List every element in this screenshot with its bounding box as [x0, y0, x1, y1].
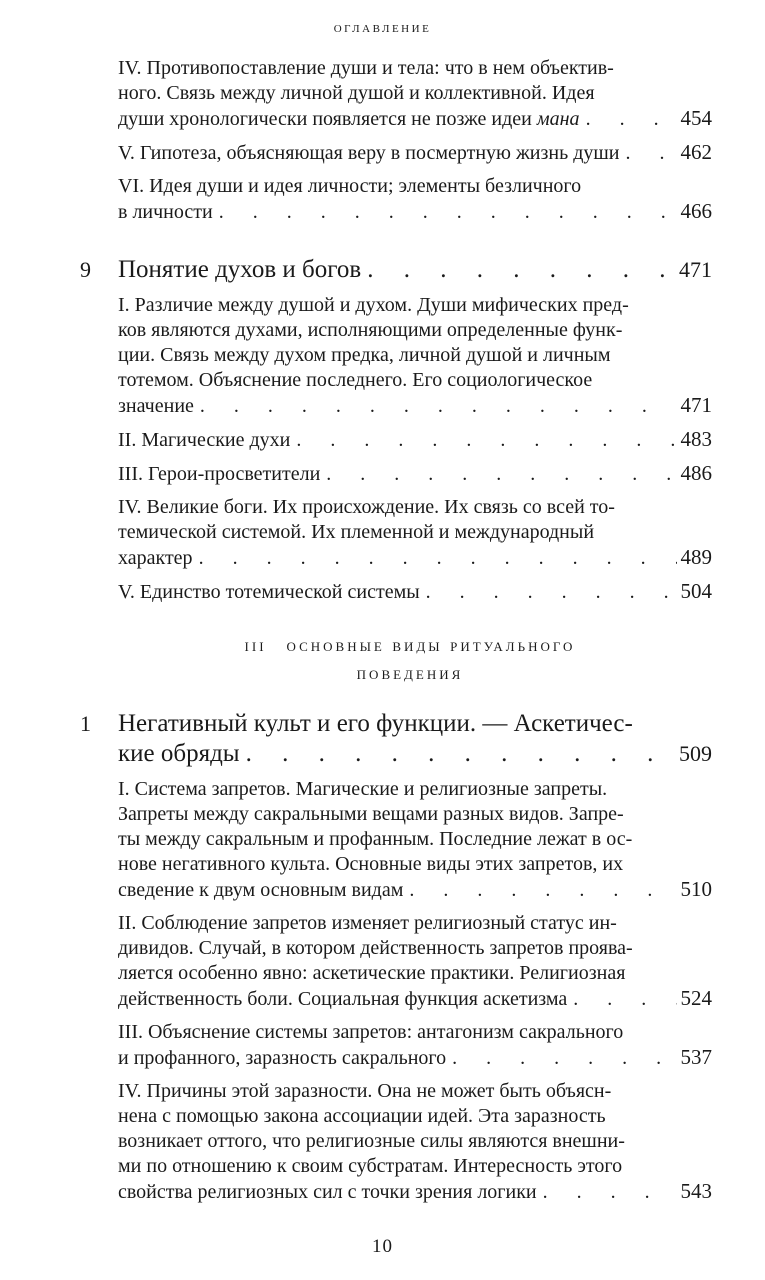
toc-entry	[118, 579, 712, 605]
chapter-number: 1	[80, 711, 91, 736]
entry-line: IV. Противопоставление души и тела: что в нем объектив-	[118, 57, 614, 79]
entry-line: I. Система запретов. Магические и религиозные запреты.	[118, 778, 608, 800]
chapter-title: Понятие духов и богов	[118, 256, 362, 283]
entry-line: III. Герои-просветители	[118, 463, 321, 485]
page-number: 489	[680, 545, 712, 569]
toc-entry	[118, 777, 712, 903]
chapter-title: кие обряды	[118, 740, 240, 767]
entry-line: ты между сакральным и профанным. Последние лежат в ос-	[118, 828, 633, 850]
entry-line: IV. Великие боги. Их происхождение. Их связь со всей то-	[118, 496, 615, 518]
part-number: iii	[244, 635, 267, 655]
page-number: 486	[680, 461, 712, 485]
entry-line: значение	[118, 395, 194, 417]
toc-entry	[118, 1020, 712, 1071]
entry-line: и профанного, заразность сакрального	[118, 1047, 447, 1069]
toc-entry	[118, 56, 712, 132]
toc-entry	[118, 293, 712, 419]
toc-entry	[118, 495, 712, 571]
page-number: 510	[680, 877, 712, 901]
leader-dots	[543, 1180, 677, 1205]
page-number: 504	[680, 579, 712, 603]
entry-line: темической системой. Их племенной и международный	[118, 521, 595, 543]
entry-line: V. Гипотеза, объясняющая веру в посмертную жизнь души	[118, 142, 620, 164]
entry-line: в личности	[118, 201, 213, 223]
entry-line: дивидов. Случай, в котором действенность запретов проява-	[118, 937, 633, 959]
leader-dots	[246, 739, 675, 769]
leader-dots	[586, 107, 677, 132]
page-number: 471	[680, 393, 712, 417]
leader-dots	[219, 200, 677, 225]
page-number: 537	[680, 1045, 712, 1069]
leader-dots	[409, 878, 676, 903]
part-heading	[108, 631, 712, 687]
part-title-line: поведения	[356, 663, 464, 683]
chapter-title: Негативный культ и его функции. — Аскетичес-	[118, 710, 633, 737]
entry-line: ков являются духами, исполняющими определенные функ-	[118, 319, 623, 341]
entry-line: IV. Причины этой заразности. Она не может быть объясн-	[118, 1080, 612, 1102]
toc-entry	[118, 911, 712, 1012]
entry-line: действенность боли. Социальная функция аскетизма	[118, 988, 568, 1010]
running-header: оглавление	[333, 20, 432, 36]
chapter-heading	[80, 709, 712, 769]
italic-term: мана	[536, 108, 580, 130]
chapter-heading	[80, 255, 712, 285]
toc-entry	[118, 427, 712, 453]
entry-line: характер	[118, 547, 193, 569]
entry-line: II. Магические духи	[118, 429, 291, 451]
entry-line: души хронологически появляется не позже идеи мана	[118, 108, 580, 130]
toc-entry	[118, 461, 712, 487]
leader-dots	[200, 394, 677, 419]
part-title-line: основные виды ритуального	[286, 635, 576, 655]
entry-line: ного. Связь между личной душой и коллективной. Идея	[118, 82, 595, 104]
leader-dots	[452, 1046, 676, 1071]
entry-line: сведение к двум основным видам	[118, 879, 404, 901]
leader-dots	[626, 141, 677, 166]
leader-dots	[326, 462, 676, 487]
entry-line: ми по отношению к своим субстратам. Интересность этого	[118, 1155, 623, 1177]
entry-line: VI. Идея души и идея личности; элементы безличного	[118, 175, 582, 197]
leader-dots	[367, 255, 675, 285]
page-number: 471	[679, 257, 712, 282]
page-number: 509	[679, 741, 712, 766]
page-footer-number: 10	[372, 1236, 393, 1257]
chapter-number: 9	[80, 257, 91, 282]
entry-line: Запреты между сакральными вещами разных видов. Запре-	[118, 803, 624, 825]
page-number: 543	[680, 1179, 712, 1203]
leader-dots	[426, 580, 677, 605]
leader-dots	[199, 546, 677, 571]
entry-line: ции. Связь между духом предка, личной душой и личным	[118, 344, 611, 366]
entry-line: II. Соблюдение запретов изменяет религиозный статус ин-	[118, 912, 617, 934]
entry-line: свойства религиозных сил с точки зрения логики	[118, 1181, 537, 1203]
table-of-contents	[80, 56, 712, 1213]
leader-dots	[296, 428, 676, 453]
page-number: 524	[680, 986, 712, 1010]
page-number: 454	[680, 106, 712, 130]
entry-line: III. Объяснение системы запретов: антагонизм сакрального	[118, 1021, 624, 1043]
toc-entry	[118, 174, 712, 225]
entry-line: возникает оттого, что религиозные силы являются внешни-	[118, 1130, 625, 1152]
page-number: 462	[680, 140, 712, 164]
toc-entry	[118, 140, 712, 166]
entry-line: тотемом. Объяснение последнего. Его социологическое	[118, 369, 593, 391]
leader-dots	[573, 987, 676, 1012]
page-number: 483	[680, 427, 712, 451]
entry-line: нена с помощью закона ассоциации идей. Эта заразность	[118, 1105, 606, 1127]
page-number: 466	[680, 199, 712, 223]
toc-entry	[118, 1079, 712, 1205]
entry-line: ляется особенно явно: аскетические практики. Религиозная	[118, 962, 626, 984]
entry-line: I. Различие между душой и духом. Души мифических пред-	[118, 294, 629, 316]
entry-line: нове негативного культа. Основные виды этих запретов, их	[118, 853, 624, 875]
entry-line: V. Единство тотемической системы	[118, 581, 420, 603]
